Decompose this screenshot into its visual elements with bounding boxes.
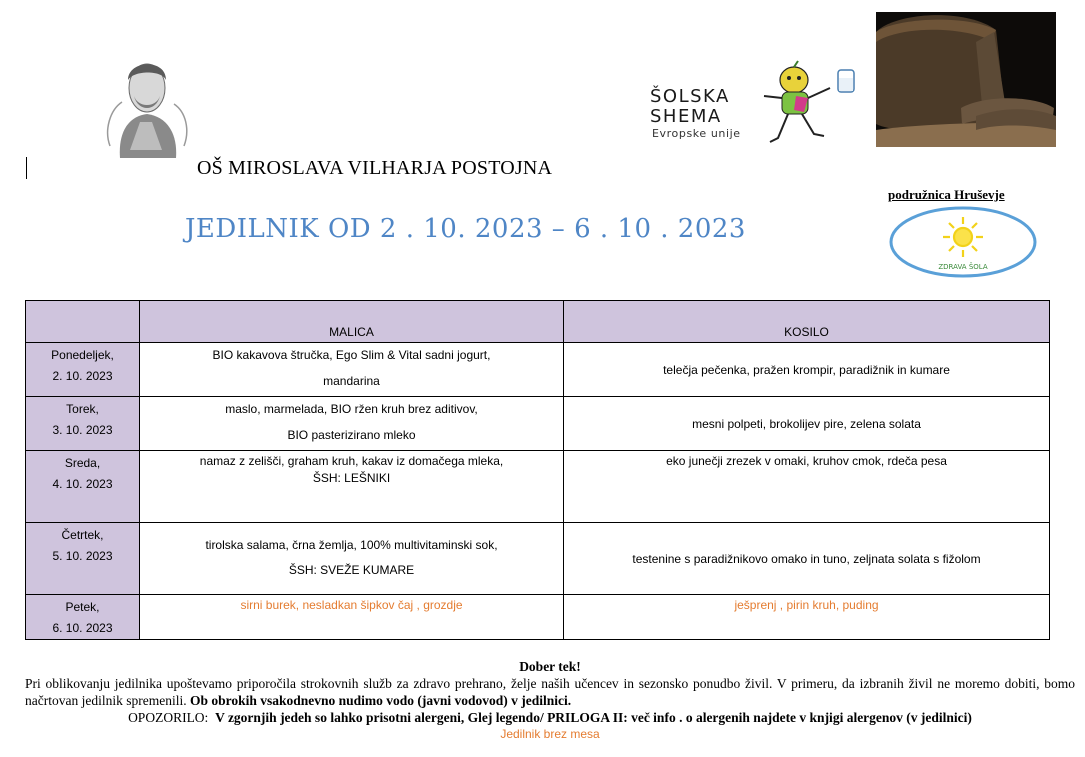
table-header-row [26,301,1050,343]
malica-line-2: ŠSH: LEŠNIKI [312,471,391,485]
note-text: Pri oblikovanju jedilnika upoštevamo priporočila strokovnih služb za zdravo prehrano, želje naših učencev in sezonsko ponudbo živil. V primeru, da izbranih živil ne moremo dobiti, bomo načrtovan jedilnik spremenili. [25,676,1075,708]
malica-line-2: mandarina [323,374,380,388]
malica-line-1: BIO kakavova štručka, Ego Slim & Vital sadni jogurt, [212,348,491,362]
day-date: 4. 10. 2023 [52,477,113,491]
kosilo-cell [564,397,1050,451]
day-cell [26,595,140,640]
malica-cell [140,397,564,451]
apple-mascot-icon [754,58,864,148]
malica-line-1: tirolska salama, črna žemlja, 100% multivitaminski sok, [205,538,498,552]
table-row [26,397,1050,451]
day-name: Četrtek, [61,528,104,542]
table-row [26,523,1050,595]
header-malica: MALICA [140,301,564,343]
menu-table [25,300,1050,640]
no-meat-note: Jedilnik brez mesa [500,727,600,741]
kosilo-text: mesni polpeti, brokolijev pire, zelena solata [692,416,921,431]
footer-note [25,675,1075,709]
zdrava-sola-text: ZDRAVA ŠOLA [938,263,988,271]
kosilo-cell [564,343,1050,397]
kosilo-text: telečja pečenka, pražen krompir, paradižnik in kumare [663,362,950,377]
day-date: 3. 10. 2023 [52,423,113,437]
school-name: OŠ MIROSLAVA VILHARJA POSTOJNA [197,157,553,179]
malica-cell [140,595,564,640]
greeting: Dober tek! [519,659,581,674]
text-cursor [26,157,27,179]
table-row [26,343,1050,397]
header-kosilo: KOSILO [564,301,1050,343]
table-row [26,451,1050,523]
day-name: Petek, [65,600,100,614]
day-cell [26,451,140,523]
day-date: 2. 10. 2023 [52,369,113,383]
day-date: 5. 10. 2023 [52,549,113,563]
day-name: Sreda, [64,456,101,470]
malica-line-2: BIO pasterizirano mleko [287,428,416,442]
note-bold: Ob obrokih vsakodnevno nudimo vodo (javni vodovod) v jedilnici. [189,693,572,708]
kosilo-text: ješprenj , pirin kruh, puding [734,598,879,612]
table-row [26,595,1050,640]
header-day [26,301,140,343]
kosilo-text: eko junečji zrezek v omaki, kruhov cmok, rdeča pesa [666,454,947,468]
day-cell [26,397,140,451]
day-name: Ponedeljek, [51,348,114,362]
warning-label: OPOZORILO: [128,710,209,725]
menu-title: JEDILNIK OD 2 . 10. 2023 – 6 . 10 . 2023 [185,214,746,244]
kosilo-cell [564,595,1050,640]
zdrava-sola-logo [888,205,1038,280]
sun-icon [943,217,983,257]
malica-line-1: maslo, marmelada, BIO ržen kruh brez aditivov, [225,402,478,416]
day-name: Torek, [66,402,99,416]
school-portrait-logo [100,50,195,160]
warning-text: V zgornjih jedeh so lahko prisotni alergeni, Glej legendo/ PRILOGA II: več info . o alergenih najdete v knjigi alergenov (v jedilnici) [215,710,972,725]
kosilo-cell [564,523,1050,595]
branch-label: podružnica Hruševje [888,187,1005,202]
day-cell [26,343,140,397]
day-date: 6. 10. 2023 [52,621,113,635]
malica-cell [140,343,564,397]
kosilo-text: testenine s paradižnikovo omako in tuno, zeljnata solata s fižolom [632,551,981,566]
footer [25,658,1075,743]
malica-line-1: sirni burek, nesladkan šipkov čaj , grozdje [240,598,463,612]
bread-photo [876,12,1056,147]
malica-cell [140,451,564,523]
malica-line-1: namaz z zelišči, graham kruh, kakav iz domačega mleka, [199,454,504,468]
shema-logo-text-2: SHEMA [650,106,722,127]
shema-logo-text-1: ŠOLSKA [650,86,730,107]
shema-logo-subtitle: Evropske unije [652,127,741,140]
malica-cell [140,523,564,595]
solska-shema-logo [646,58,856,148]
malica-line-2: ŠSH: SVEŽE KUMARE [288,563,415,577]
allergen-warning [25,709,1075,726]
day-cell [26,523,140,595]
kosilo-cell [564,451,1050,523]
